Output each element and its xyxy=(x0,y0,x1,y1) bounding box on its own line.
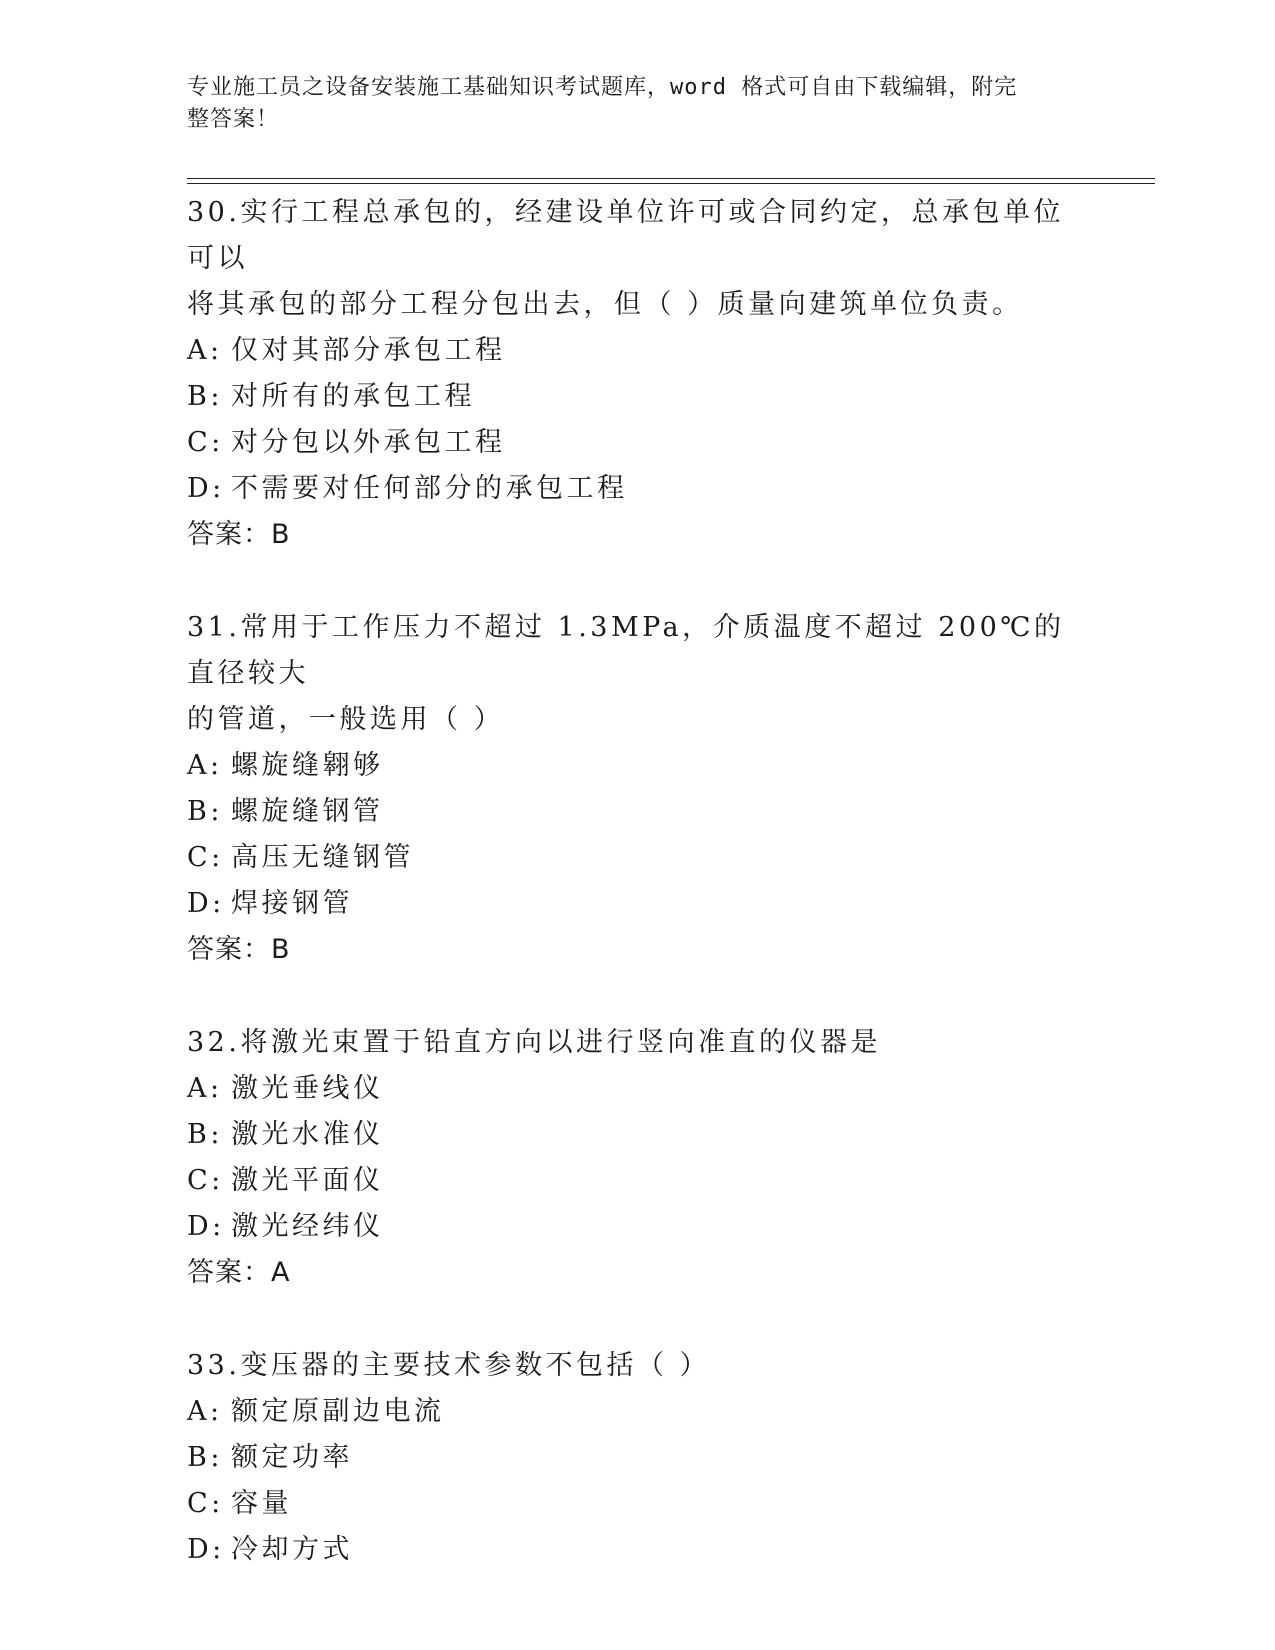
option-key: C: xyxy=(187,1165,224,1196)
option-text: 高压无缝钢管 xyxy=(231,842,414,873)
option-text: 激光水准仪 xyxy=(231,1119,384,1150)
option-key: D: xyxy=(187,1211,225,1242)
question-stem-line: 32.将激光束置于铅直方向以进行竖向准直的仪器是 xyxy=(187,1027,881,1058)
option-text: 对所有的承包工程 xyxy=(231,381,475,412)
header-divider-bottom xyxy=(187,183,1155,184)
question-31 xyxy=(187,605,1087,973)
option-text: 激光垂线仪 xyxy=(231,1073,384,1104)
question-stem-line: 33.变压器的主要技术参数不包括（ ） xyxy=(187,1350,711,1381)
question-stem-line: 将其承包的部分工程分包出去，但（ ）质量向建筑单位负责。 xyxy=(187,289,1023,320)
option-a xyxy=(187,328,1087,374)
option-c xyxy=(187,420,1087,466)
question-stem-line: 的管道，一般选用（ ） xyxy=(187,704,505,735)
option-key: A: xyxy=(187,335,223,366)
option-text: 焊接钢管 xyxy=(231,888,353,919)
answer-line: 答案：B xyxy=(187,934,291,965)
option-key: B: xyxy=(187,1119,223,1150)
answer-line: 答案：B xyxy=(187,519,291,550)
option-text: 螺旋缝钢管 xyxy=(231,796,384,827)
question-stem-line: 31.常用于工作压力不超过 1.3MPa，介质温度不超过 200℃的直径较大 xyxy=(187,612,1065,689)
option-text: 螺旋缝翱够 xyxy=(231,750,384,781)
header-line-1: 专业施工员之设备安装施工基础知识考试题库，word 格式可自由下载编辑，附完 xyxy=(187,75,1018,100)
question-list xyxy=(187,190,1087,1620)
option-c xyxy=(187,1158,1087,1204)
option-text: 不需要对任何部分的承包工程 xyxy=(231,473,628,504)
option-key: C: xyxy=(187,1488,224,1519)
header-line-2: 整答案！ xyxy=(187,107,280,132)
option-text: 额定原副边电流 xyxy=(231,1396,445,1427)
option-key: B: xyxy=(187,381,223,412)
header-divider-top xyxy=(187,178,1155,179)
option-key: B: xyxy=(187,1442,223,1473)
option-key: D: xyxy=(187,473,225,504)
option-b xyxy=(187,374,1087,420)
option-text: 激光经纬仪 xyxy=(231,1211,384,1242)
option-text: 额定功率 xyxy=(231,1442,353,1473)
option-b xyxy=(187,1112,1087,1158)
question-33 xyxy=(187,1343,1087,1573)
option-b xyxy=(187,789,1087,835)
option-key: C: xyxy=(187,842,224,873)
option-a xyxy=(187,1066,1087,1112)
question-32 xyxy=(187,1020,1087,1296)
option-c xyxy=(187,1481,1087,1527)
answer-line: 答案：A xyxy=(187,1257,291,1288)
option-text: 仅对其部分承包工程 xyxy=(231,335,506,366)
option-d xyxy=(187,466,1087,512)
option-text: 激光平面仪 xyxy=(231,1165,384,1196)
option-a xyxy=(187,1389,1087,1435)
option-d xyxy=(187,1204,1087,1250)
option-key: A: xyxy=(187,750,223,781)
option-text: 容量 xyxy=(231,1488,292,1519)
option-c xyxy=(187,835,1087,881)
option-a xyxy=(187,743,1087,789)
question-30 xyxy=(187,190,1087,558)
option-d xyxy=(187,1527,1087,1573)
option-key: A: xyxy=(187,1073,223,1104)
option-d xyxy=(187,881,1087,927)
option-text: 冷却方式 xyxy=(231,1534,353,1565)
option-key: D: xyxy=(187,888,225,919)
document-header xyxy=(187,72,1067,136)
option-key: A: xyxy=(187,1396,223,1427)
option-b xyxy=(187,1435,1087,1481)
option-key: B: xyxy=(187,796,223,827)
option-key: C: xyxy=(187,427,224,458)
option-text: 对分包以外承包工程 xyxy=(231,427,506,458)
option-key: D: xyxy=(187,1534,225,1565)
question-stem-line: 30.实行工程总承包的，经建设单位许可或合同约定，总承包单位可以 xyxy=(187,197,1064,274)
